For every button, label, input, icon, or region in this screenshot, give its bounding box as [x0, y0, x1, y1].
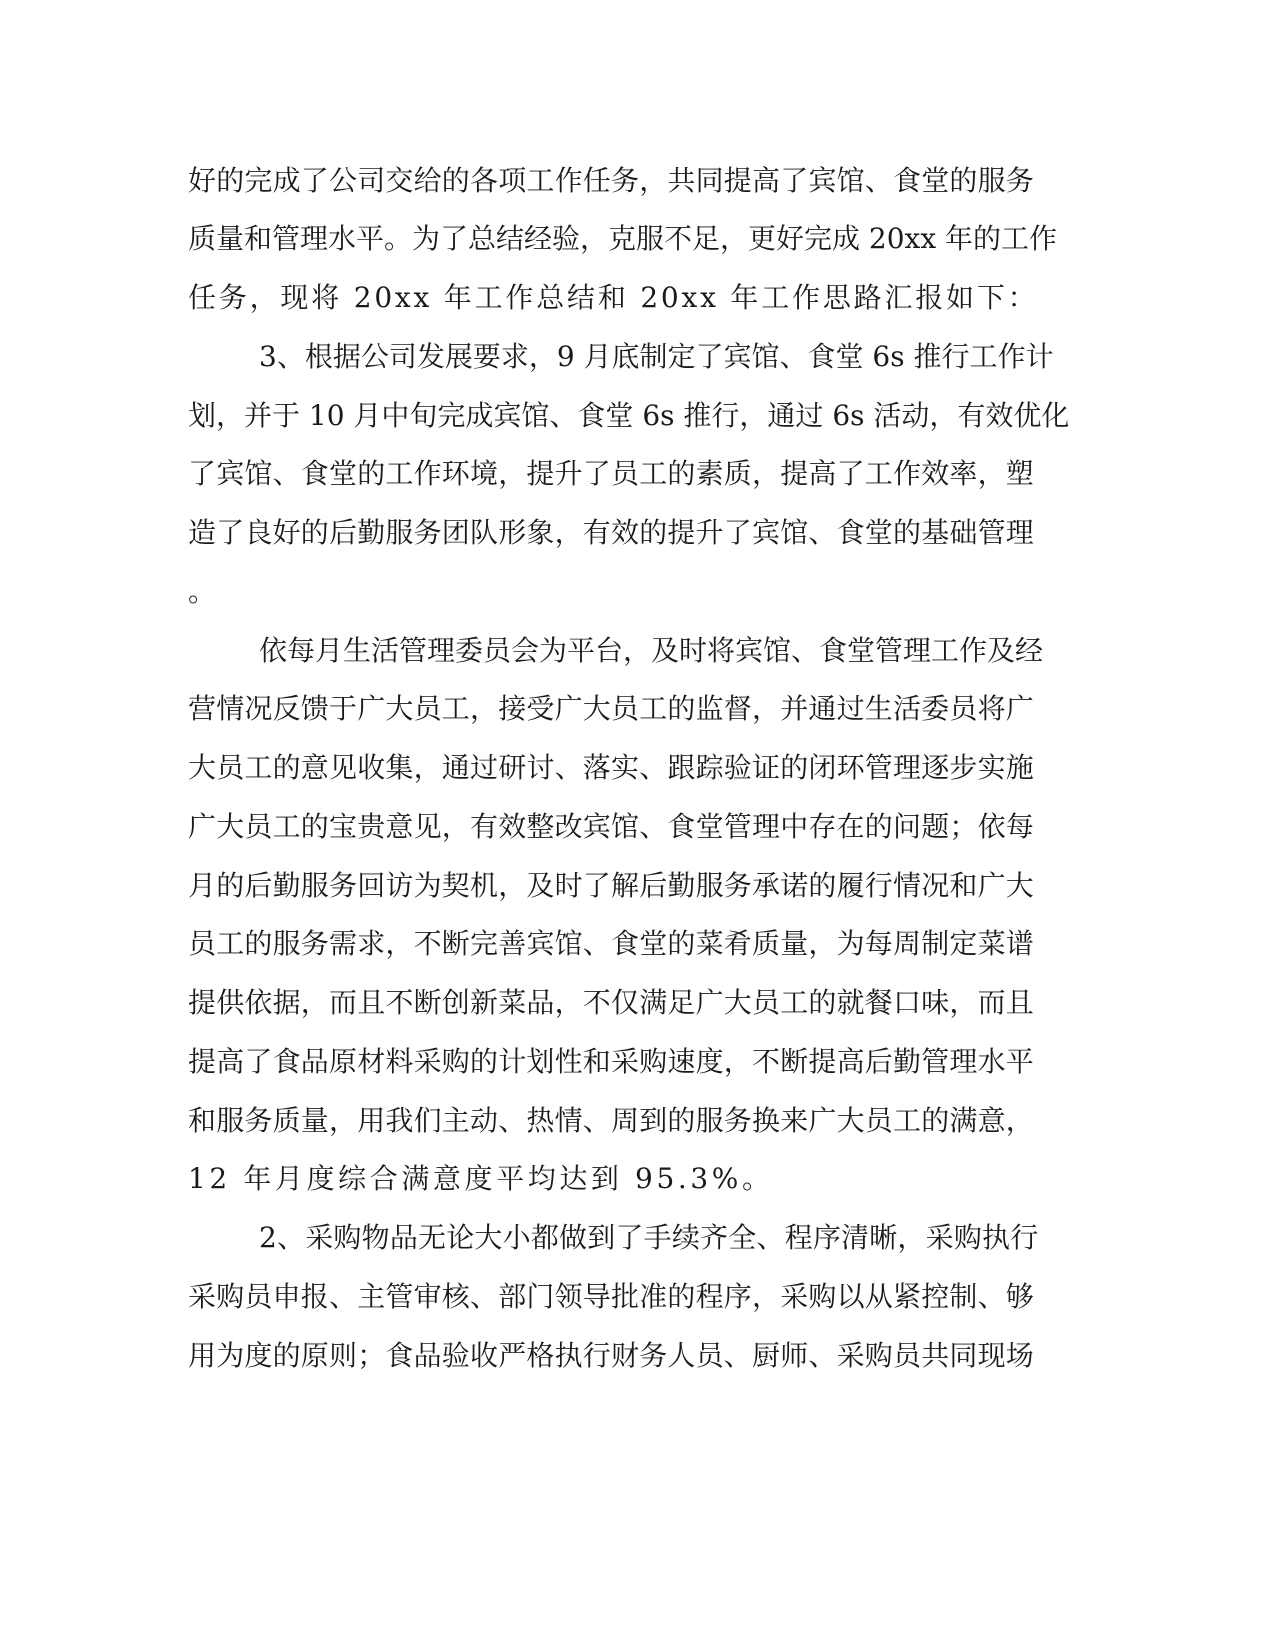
text-line: 用为度的原则；食品验收严格执行财务人员、厨师、采购员共同现场: [188, 1339, 1035, 1372]
text-line: 。: [188, 575, 220, 608]
text-line: 12 年月度综合满意度平均达到 95.3%。: [188, 1162, 774, 1195]
text-line: 了宾馆、食堂的工作环境，提升了员工的素质，提高了工作效率，塑: [188, 457, 1035, 490]
text-line: 员工的服务需求，不断完善宾馆、食堂的菜肴质量，为每周制定菜谱: [188, 927, 1035, 960]
text-line: 采购员申报、主管审核、部门领导批准的程序，采购以从紧控制、够: [188, 1280, 1035, 1313]
text-line: 依每月生活管理委员会为平台，及时将宾馆、食堂管理工作及经: [259, 634, 1044, 667]
text-line: 提高了食品原材料采购的计划性和采购速度，不断提高后勤管理水平: [188, 1045, 1035, 1078]
text-line: 广大员工的宝贵意见，有效整改宾馆、食堂管理中存在的问题；依每: [188, 810, 1035, 843]
text-line: 大员工的意见收集，通过研讨、落实、跟踪验证的闭环管理逐步实施: [188, 751, 1035, 784]
text-line: 和服务质量，用我们主动、热情、周到的服务换来广大员工的满意，: [188, 1104, 1035, 1137]
text-line: 3、根据公司发展要求，9 月底制定了宾馆、食堂 6s 推行工作计: [259, 340, 1054, 373]
text-line: 划，并于 10 月中旬完成宾馆、食堂 6s 推行，通过 6s 活动，有效优化: [188, 399, 1070, 432]
text-line: 任务，现将 20xx 年工作总结和 20xx 年工作思路汇报如下：: [188, 281, 1039, 314]
text-line: 月的后勤服务回访为契机，及时了解后勤服务承诺的履行情况和广大: [188, 869, 1035, 902]
text-line: 造了良好的后勤服务团队形象，有效的提升了宾馆、食堂的基础管理: [188, 516, 1035, 549]
text-line: 营情况反馈于广大员工，接受广大员工的监督，并通过生活委员将广: [188, 692, 1035, 725]
text-line: 提供依据，而且不断创新菜品，不仅满足广大员工的就餐口味，而且: [188, 986, 1035, 1019]
text-line: 好的完成了公司交给的各项工作任务，共同提高了宾馆、食堂的服务: [188, 164, 1035, 197]
text-line: 2、采购物品无论大小都做到了手续齐全、程序清晰，采购执行: [259, 1221, 1039, 1254]
text-line: 质量和管理水平。为了总结经验，克服不足，更好完成 20xx 年的工作: [188, 222, 1058, 255]
